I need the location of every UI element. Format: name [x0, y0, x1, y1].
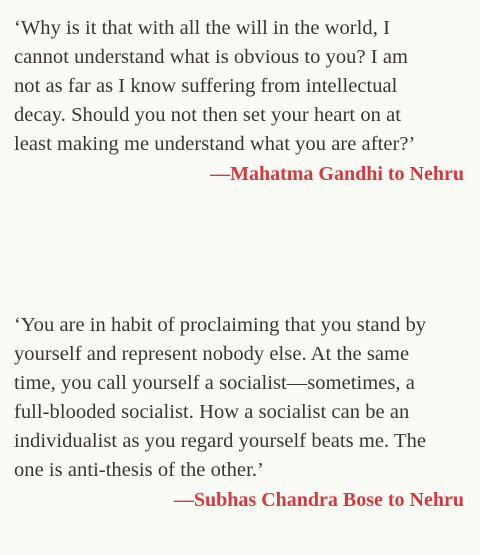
quote-line: one is anti-thesis of the other.’	[14, 459, 264, 481]
quote-line: least making me understand what you are after?’	[14, 133, 416, 155]
quote-line: ‘Why is it that with all the will in the world, I	[14, 17, 390, 39]
quote-line: yourself and represent nobody else. At the same	[14, 343, 410, 365]
quote-line: not as far as I know suffering from intellectual	[14, 75, 398, 97]
gandhi-quote	[14, 14, 470, 189]
bose-quote	[14, 311, 470, 515]
quote-line: decay. Should you not then set your heart on at	[14, 104, 402, 126]
quote-line: time, you call yourself a socialist—sometimes, a	[14, 372, 415, 394]
quote-line: full-blooded socialist. How a socialist can be an	[14, 401, 410, 423]
bose-attribution: —Subhas Chandra Bose to Nehru	[173, 489, 464, 511]
quote-line: individualist as you regard yourself beats me. The	[14, 430, 427, 452]
quote-line: cannot understand what is obvious to you? I am	[14, 46, 409, 68]
gandhi-attribution: —Mahatma Gandhi to Nehru	[210, 163, 464, 185]
quote-line: ‘You are in habit of proclaiming that you stand by	[14, 314, 427, 336]
